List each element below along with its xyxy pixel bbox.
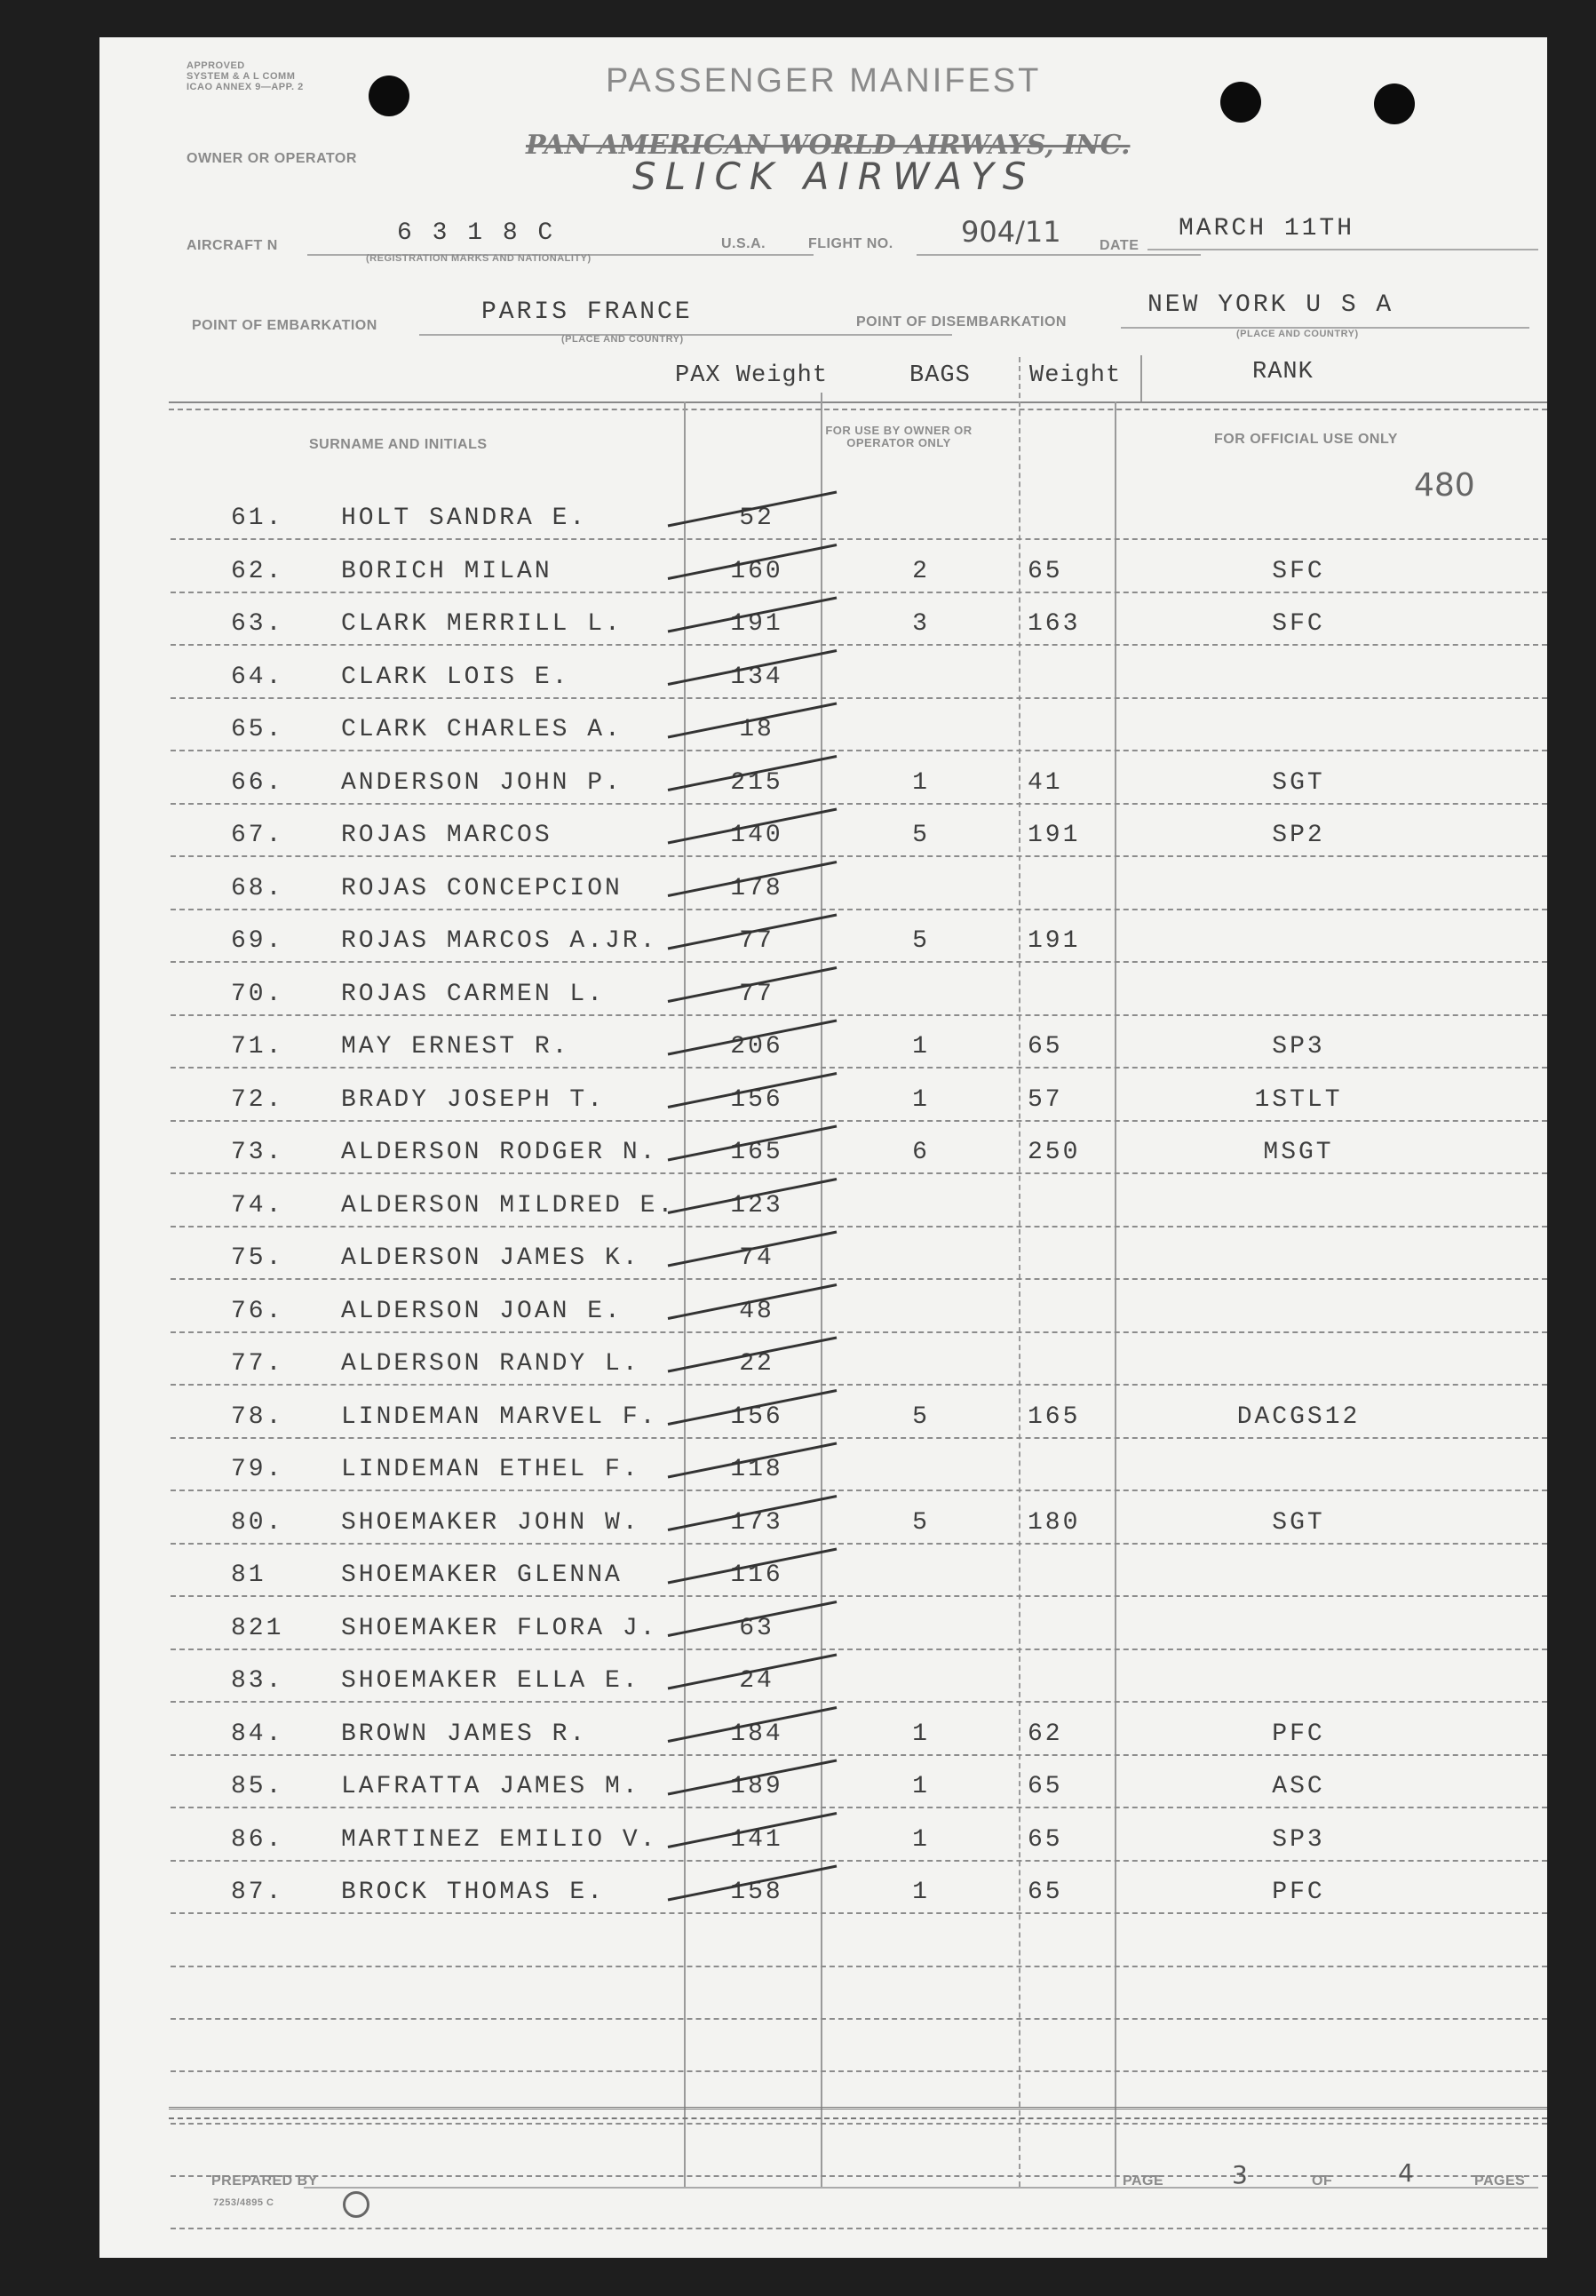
bag-weight: 65 xyxy=(1028,1773,1063,1800)
disembarkation-value: NEW YORK U S A xyxy=(1147,291,1394,319)
pax-weight: 173 xyxy=(730,1508,783,1537)
passenger-name: BORICH MILAN xyxy=(341,557,552,585)
bag-count: 1 xyxy=(912,1773,930,1800)
row-number: 61. xyxy=(231,504,284,532)
prepared-by-label: PREPARED BY xyxy=(211,2173,318,2189)
approval-line: ICAO ANNEX 9—APP. 2 xyxy=(187,82,304,92)
manifest-sheet xyxy=(99,37,1547,2258)
bag-count: 1 xyxy=(912,1825,930,1854)
pax-weight: 206 xyxy=(730,1033,783,1061)
pax-weight: 52 xyxy=(739,504,774,532)
passenger-name: SHOEMAKER JOHN W. xyxy=(341,1508,640,1537)
bag-count: 6 xyxy=(912,1139,930,1166)
date-value: MARCH 11TH xyxy=(1179,215,1355,242)
bag-count: 1 xyxy=(912,1033,930,1061)
bag-weight: 62 xyxy=(1028,1720,1063,1748)
check-stroke xyxy=(668,915,837,949)
rank-value: ASC xyxy=(1272,1773,1325,1800)
row-number: 64. xyxy=(231,663,284,691)
bag-weight: 65 xyxy=(1028,557,1063,585)
check-stroke xyxy=(668,1708,837,1742)
bag-count: 5 xyxy=(912,927,930,955)
check-stroke xyxy=(668,757,837,790)
check-stroke xyxy=(668,968,837,1002)
bag-weight: 65 xyxy=(1028,1033,1063,1061)
pax-weight: 123 xyxy=(730,1191,783,1220)
row-number: 74. xyxy=(231,1191,284,1220)
row-number: 85. xyxy=(231,1773,284,1800)
passenger-name: ALDERSON JAMES K. xyxy=(341,1244,640,1272)
of-label: OF xyxy=(1312,2173,1333,2189)
row-number: 78. xyxy=(231,1402,284,1431)
row-number: 70. xyxy=(231,980,284,1008)
embarkation-value: PARIS FRANCE xyxy=(481,298,693,326)
pax-weight: 77 xyxy=(739,980,774,1008)
rank-value: 1STLT xyxy=(1254,1085,1343,1114)
aircraft-label: AIRCRAFT N xyxy=(187,238,278,253)
form-number: 7253/4895 C xyxy=(213,2197,274,2208)
check-stroke xyxy=(668,545,837,579)
row-number: 84. xyxy=(231,1720,284,1748)
bag-weight: 57 xyxy=(1028,1085,1063,1114)
passenger-name: ALDERSON RODGER N. xyxy=(341,1139,658,1166)
check-stroke xyxy=(668,1074,837,1108)
flight-value: 904/11 xyxy=(961,215,1061,249)
col-official-use: FOR OFFICIAL USE ONLY xyxy=(1214,432,1398,447)
passenger-name: ROJAS MARCOS xyxy=(341,822,552,849)
pax-weight: 189 xyxy=(730,1773,783,1800)
bag-count: 1 xyxy=(912,768,930,797)
col-surname: SURNAME AND INITIALS xyxy=(309,437,488,452)
bag-weight: 163 xyxy=(1028,610,1081,638)
bag-weight: 165 xyxy=(1028,1402,1081,1431)
passenger-name: ROJAS CARMEN L. xyxy=(341,980,606,1008)
owner-printed: PAN AMERICAN WORLD AIRWAYS, INC. xyxy=(526,130,1131,161)
bag-weight: 191 xyxy=(1028,927,1081,955)
rank-value: DACGS12 xyxy=(1236,1402,1361,1431)
owner-handwritten: SLICK AIRWAYS xyxy=(632,155,1036,198)
row-number: 87. xyxy=(231,1879,284,1906)
passenger-name: LAFRATTA JAMES M. xyxy=(341,1773,640,1800)
rank-value: SP3 xyxy=(1272,1033,1325,1061)
row-number: 821 xyxy=(231,1614,284,1642)
passenger-name: ALDERSON RANDY L. xyxy=(341,1350,640,1378)
bag-weight: 191 xyxy=(1028,822,1081,849)
pax-weight: 156 xyxy=(730,1402,783,1431)
col-pax-weight: PAX Weight xyxy=(675,362,829,389)
pax-weight: 116 xyxy=(730,1561,783,1589)
checkmark-layer xyxy=(99,37,1547,2258)
row-number: 71. xyxy=(231,1033,284,1061)
flight-label: FLIGHT NO. xyxy=(808,236,893,251)
pages-label: PAGES xyxy=(1474,2173,1526,2189)
row-number: 79. xyxy=(231,1456,284,1483)
disembarkation-label: POINT OF DISEMBARKATION xyxy=(856,314,1067,330)
row-number: 63. xyxy=(231,610,284,638)
disembarkation-place-note: (PLACE AND COUNTRY) xyxy=(1236,329,1359,339)
bag-count: 1 xyxy=(912,1720,930,1748)
check-stroke xyxy=(668,1391,837,1425)
bag-weight: 41 xyxy=(1028,768,1063,797)
check-stroke xyxy=(668,1655,837,1688)
passenger-name: BRADY JOSEPH T. xyxy=(341,1085,606,1114)
passenger-name: BROCK THOMAS E. xyxy=(341,1879,606,1906)
check-stroke xyxy=(668,1602,837,1636)
row-number: 73. xyxy=(231,1139,284,1166)
check-stroke xyxy=(668,1338,837,1371)
pax-weight: 141 xyxy=(730,1825,783,1854)
passenger-name: ROJAS CONCEPCION xyxy=(341,874,623,902)
pax-weight: 140 xyxy=(730,822,783,849)
pax-weight: 165 xyxy=(730,1139,783,1166)
row-number: 65. xyxy=(231,716,284,743)
check-stroke xyxy=(668,598,837,632)
check-stroke xyxy=(668,1180,837,1213)
passenger-name: LINDEMAN MARVEL F. xyxy=(341,1402,658,1431)
row-number: 80. xyxy=(231,1508,284,1537)
form-title: PASSENGER MANIFEST xyxy=(606,62,1042,99)
bag-count: 1 xyxy=(912,1085,930,1114)
registration-note: (REGISTRATION MARKS AND NATIONALITY) xyxy=(366,253,592,264)
pax-weight: 18 xyxy=(739,716,774,743)
bag-weight: 65 xyxy=(1028,1825,1063,1854)
rank-value: SP3 xyxy=(1272,1825,1325,1854)
pax-weight: 191 xyxy=(730,610,783,638)
official-number: 480 xyxy=(1414,467,1475,504)
approval-line: SYSTEM & A L COMM xyxy=(187,71,296,82)
passenger-name: ALDERSON MILDRED E. xyxy=(341,1191,676,1220)
usa-label: U.S.A. xyxy=(721,236,766,251)
check-stroke xyxy=(668,492,837,526)
check-stroke xyxy=(668,809,837,843)
page-value: 3 xyxy=(1232,2160,1248,2189)
row-number: 72. xyxy=(231,1085,284,1114)
row-number: 81 xyxy=(231,1561,266,1589)
pax-weight: 156 xyxy=(730,1085,783,1114)
embarkation-place-note: (PLACE AND COUNTRY) xyxy=(561,334,684,345)
passenger-name: HOLT SANDRA E. xyxy=(341,504,588,532)
passenger-name: LINDEMAN ETHEL F. xyxy=(341,1456,640,1483)
check-stroke xyxy=(668,1549,837,1583)
approval-line: APPROVED xyxy=(187,60,245,71)
pax-weight: 48 xyxy=(739,1297,774,1325)
embarkation-label: POINT OF EMBARKATION xyxy=(192,318,377,333)
owner-label: OWNER OR OPERATOR xyxy=(187,151,357,166)
rank-value: SP2 xyxy=(1272,822,1325,849)
check-stroke xyxy=(668,1443,837,1477)
pax-weight: 160 xyxy=(730,557,783,585)
row-number: 67. xyxy=(231,822,284,849)
bag-count: 5 xyxy=(912,822,930,849)
passenger-name: ALDERSON JOAN E. xyxy=(341,1297,623,1325)
pax-weight: 184 xyxy=(730,1720,783,1748)
row-number: 68. xyxy=(231,874,284,902)
col-rank: RANK xyxy=(1252,359,1314,385)
pax-weight: 215 xyxy=(730,768,783,797)
check-stroke xyxy=(668,862,837,896)
rank-value: SFC xyxy=(1272,610,1325,638)
col-owner-use: FOR USE BY OWNER OR OPERATOR ONLY xyxy=(825,424,973,449)
pax-weight: 158 xyxy=(730,1879,783,1906)
row-number: 86. xyxy=(231,1825,284,1854)
check-stroke xyxy=(668,651,837,685)
check-stroke xyxy=(668,1285,837,1319)
bag-count: 5 xyxy=(912,1508,930,1537)
pax-weight: 77 xyxy=(739,927,774,955)
passenger-name: ANDERSON JOHN P. xyxy=(341,768,623,797)
row-number: 75. xyxy=(231,1244,284,1272)
bag-weight: 65 xyxy=(1028,1879,1063,1906)
passenger-name: MARTINEZ EMILIO V. xyxy=(341,1825,658,1854)
passenger-name: MAY ERNEST R. xyxy=(341,1033,570,1061)
rank-value: PFC xyxy=(1272,1720,1325,1748)
check-stroke xyxy=(668,1760,837,1794)
check-stroke xyxy=(668,1021,837,1054)
row-number: 83. xyxy=(231,1667,284,1695)
bag-weight: 250 xyxy=(1028,1139,1081,1166)
bag-count: 3 xyxy=(912,610,930,638)
pax-weight: 74 xyxy=(739,1244,774,1272)
col-bags: BAGS xyxy=(909,362,971,389)
bag-count: 2 xyxy=(912,557,930,585)
aircraft-value: 6 3 1 8 C xyxy=(397,219,556,247)
rank-value: SGT xyxy=(1272,768,1325,797)
check-stroke xyxy=(668,1814,837,1847)
check-stroke xyxy=(668,703,837,737)
passenger-name: SHOEMAKER ELLA E. xyxy=(341,1667,640,1695)
row-number: 69. xyxy=(231,927,284,955)
rank-value: PFC xyxy=(1272,1879,1325,1906)
passenger-name: CLARK LOIS E. xyxy=(341,663,570,691)
row-number: 66. xyxy=(231,768,284,797)
date-label: DATE xyxy=(1100,238,1139,253)
bag-weight: 180 xyxy=(1028,1508,1081,1537)
passenger-name: ROJAS MARCOS A.JR. xyxy=(341,927,658,955)
rank-value: SFC xyxy=(1272,557,1325,585)
rank-value: SGT xyxy=(1272,1508,1325,1537)
pax-weight: 118 xyxy=(730,1456,783,1483)
page-label: PAGE xyxy=(1123,2173,1164,2189)
pax-weight: 63 xyxy=(739,1614,774,1642)
passenger-name: CLARK CHARLES A. xyxy=(341,716,623,743)
passenger-name: CLARK MERRILL L. xyxy=(341,610,623,638)
check-stroke xyxy=(668,1232,837,1266)
row-number: 62. xyxy=(231,557,284,585)
rank-value: MSGT xyxy=(1263,1139,1334,1166)
pax-weight: 134 xyxy=(730,663,783,691)
row-number: 76. xyxy=(231,1297,284,1325)
passenger-name: BROWN JAMES R. xyxy=(341,1720,588,1748)
passenger-name: SHOEMAKER GLENNA xyxy=(341,1561,623,1589)
check-stroke xyxy=(668,1497,837,1530)
bag-count: 1 xyxy=(912,1879,930,1906)
passenger-name: SHOEMAKER FLORA J. xyxy=(341,1614,658,1642)
pax-weight: 22 xyxy=(739,1350,774,1378)
pax-weight: 24 xyxy=(739,1667,774,1695)
check-stroke xyxy=(668,1126,837,1160)
check-stroke xyxy=(668,1866,837,1900)
pages-value: 4 xyxy=(1398,2158,1414,2188)
bag-count: 5 xyxy=(912,1402,930,1431)
col-weight: Weight xyxy=(1029,362,1122,389)
row-number: 77. xyxy=(231,1350,284,1378)
pax-weight: 178 xyxy=(730,874,783,902)
